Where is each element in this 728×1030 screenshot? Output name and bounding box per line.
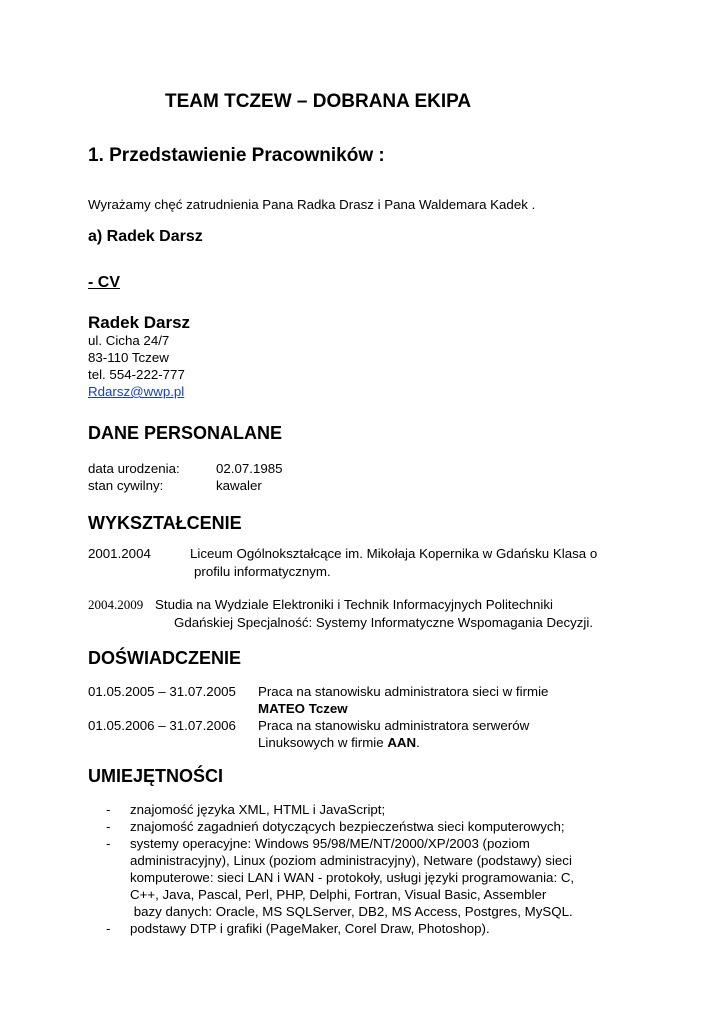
experience-company-1: MATEO Tczew xyxy=(258,701,348,716)
skill-dash: - xyxy=(106,819,111,834)
cv-label: - CV xyxy=(88,274,120,291)
person-city: 83-110 Tczew xyxy=(88,350,169,365)
skill-item xyxy=(106,920,574,937)
education-text-2b: Gdańskiej Specjalność: Systemy Informatyczne Wspomagania Decyzji. xyxy=(174,615,594,630)
skill-dash: - xyxy=(106,836,111,851)
education-text-1b: profilu informatycznym. xyxy=(194,564,331,579)
skill-dash: - xyxy=(106,921,111,936)
personal-value-marital: kawaler xyxy=(216,478,262,493)
personal-label-birth: data urodzenia: xyxy=(88,461,180,476)
skill-line: znajomość zagadnień dotyczących bezpieczeństwa sieci komputerowych; xyxy=(130,819,565,834)
person-phone: tel. 554-222-777 xyxy=(88,367,185,382)
skill-item xyxy=(106,801,574,818)
education-period-2: 2004.2009 xyxy=(88,597,144,612)
skill-dash: - xyxy=(106,802,111,817)
personal-value-birth: 02.07.1985 xyxy=(216,461,283,476)
experience-company-2: AAN xyxy=(387,735,417,750)
skill-line: administracyjny), Linux (poziom administracyjny), Netware (podstawy) sieci xyxy=(130,853,572,868)
person-name: Radek Darsz xyxy=(88,313,191,332)
skill-line: podstawy DTP i grafiki (PageMaker, Corel Draw, Photoshop). xyxy=(130,921,490,936)
skills-heading: UMIEJĘTNOŚCI xyxy=(88,766,224,786)
person-street: ul. Cicha 24/7 xyxy=(88,333,170,348)
skill-item xyxy=(106,835,575,920)
experience-heading: DOŚWIADCZENIE xyxy=(88,648,241,668)
experience-text-2a: Praca na stanowisku administratora serwerów xyxy=(258,718,530,733)
skill-line: znajomość języka XML, HTML i JavaScript; xyxy=(130,802,386,817)
subsection-heading-radek: a) Radek Darsz xyxy=(88,228,203,245)
skill-line: systemy operacyjne: Windows 95/98/ME/NT/2000/XP/2003 (poziom xyxy=(130,836,530,851)
experience-text-2b-pre: Linuksowych w firmie xyxy=(258,735,388,750)
education-text-1a: Liceum Ogólnokształcące im. Mikołaja Kopernika w Gdańsku Klasa o xyxy=(190,546,598,561)
experience-period-2: 01.05.2006 – 31.07.2006 xyxy=(88,718,236,733)
document-title: TEAM TCZEW – DOBRANA EKIPA xyxy=(165,91,472,112)
education-heading: WYKSZTAŁCENIE xyxy=(88,513,242,533)
skill-line: C++, Java, Pascal, Perl, PHP, Delphi, Fortran, Visual Basic, Assembler xyxy=(130,887,547,902)
education-period-1: 2001.2004 xyxy=(88,546,151,561)
skills-list xyxy=(106,801,575,937)
section-heading-employees: 1. Przedstawienie Pracowników : xyxy=(88,145,385,166)
education-text-2a: Studia na Wydziale Elektroniki i Technik Informacyjnych Politechniki xyxy=(155,597,553,612)
experience-text-2b-rest: . xyxy=(416,735,420,750)
skill-item xyxy=(106,818,574,835)
experience-period-1: 01.05.2005 – 31.07.2005 xyxy=(88,684,236,699)
personal-heading: DANE PERSONALANE xyxy=(88,423,283,443)
experience-text-2b xyxy=(258,734,420,751)
experience-text-1a: Praca na stanowisku administratora sieci w firmie xyxy=(258,684,549,699)
skill-line: bazy danych: Oracle, MS SQLServer, DB2, MS Access, Postgres, MySQL. xyxy=(130,904,573,919)
skill-line: komputerowe: sieci LAN i WAN - protokoły, usługi języki programowania: C, xyxy=(130,870,575,885)
person-email-link[interactable]: Rdarsz@wwp.pl xyxy=(88,384,185,399)
personal-label-marital: stan cywilny: xyxy=(88,478,164,493)
intro-text: Wyrażamy chęć zatrudnienia Pana Radka Drasz i Pana Waldemara Kadek . xyxy=(88,197,536,212)
